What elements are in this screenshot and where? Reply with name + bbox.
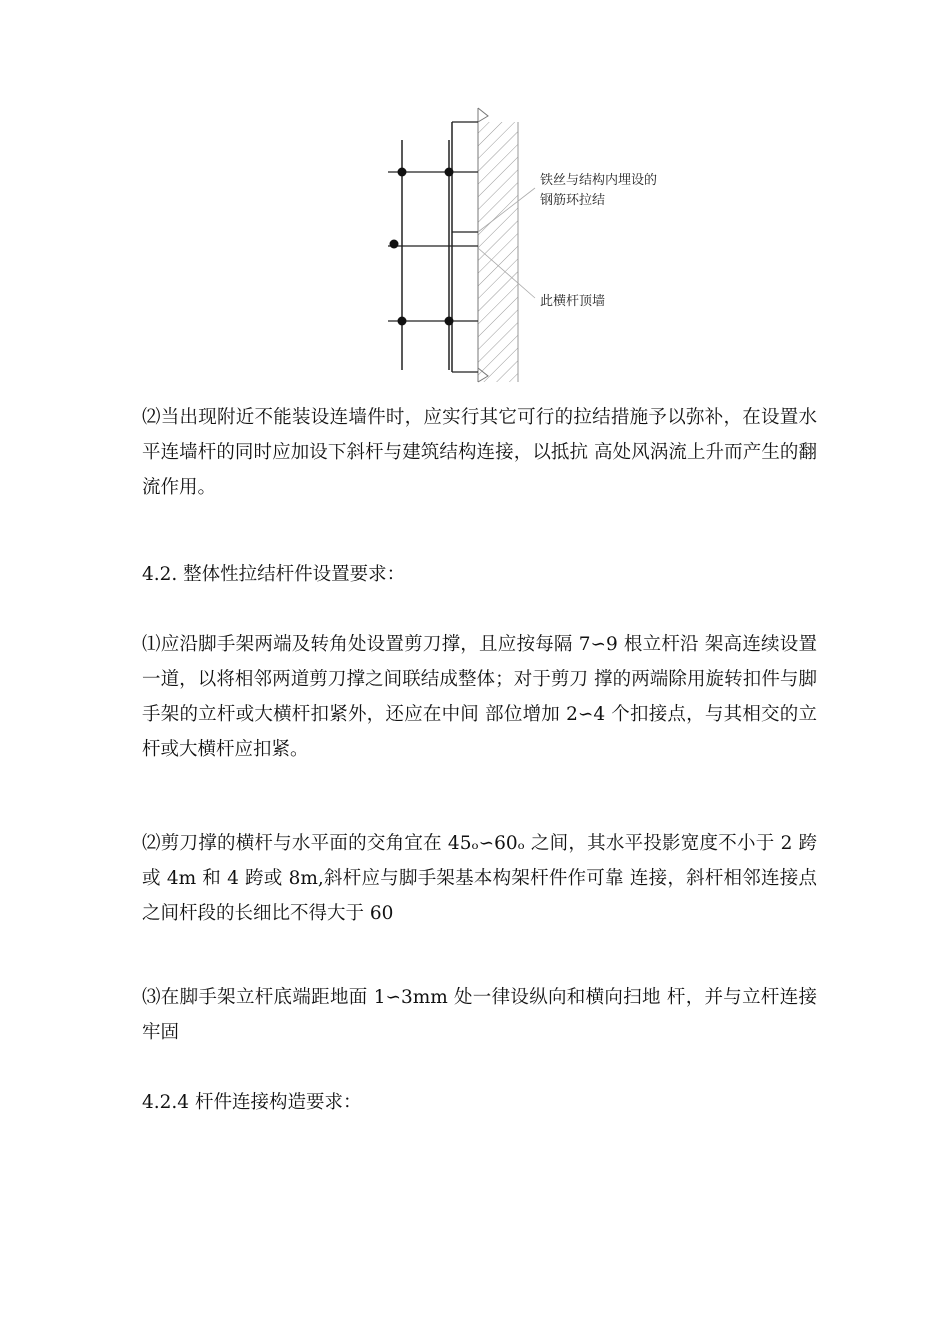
label-wire-tie [540,171,657,211]
label-wire-line1: 铁丝与结构内埋设的 [540,173,658,188]
label-bar-against-wall: 此横杆顶墙 [540,294,606,309]
wall-break-top [478,108,488,122]
heading-4-2: 4.2. 整体性拉结杆件设置要求： [142,564,406,585]
wall-section [478,122,518,382]
coupler-dot [398,317,407,326]
label-wire-line2: 钢筋环拉结 [540,193,606,208]
coupler-dot [398,168,407,177]
wall-tie-diagram [0,0,950,400]
paragraph-3-sweep-bar: ⑶在脚手架立杆底端距地面 1∽3mm 处一律设纵向和横向扫地 杆，并与立杆连接牢固 [142,987,817,1043]
coupler-dot [445,317,454,326]
paragraph-2-brace-angle: ⑵剪刀撑的横杆与水平面的交角宜在 45ₒ∽60ₒ 之间，其水平投影宽度不小于 2 跨或 4m 和 4 跨或 8m,斜杆应与脚手架基本构架杆件作可靠 连接，斜杆相邻连接点之间杆段的长细比不得大于 60 [142,833,817,924]
coupler-dot [390,240,399,249]
paragraph-2-alt-ties: ⑵当出现附近不能装设连墙件时，应实行其它可行的拉结措施予以弥补，在设置水平连墙杆的同时应加设下斜杆与建筑结构连接，以抵抗 高处风涡流上升而产生的翻流作用。 [142,407,817,498]
paragraph-1-scissor-brace: ⑴应沿脚手架两端及转角处设置剪刀撑，且应按每隔 7∽9 根立杆沿 架高连续设置一道，以将相邻两道剪刀撑之间联结成整体；对于剪刀 撑的两端除用旋转扣件与脚手架的立杆或大横杆扣紧外，还应在中间 部位增加 2∽4 个扣接点，与其相交的立杆或大横杆应扣紧。 [142,634,817,760]
heading-4-2-4: 4.2.4 杆件连接构造要求： [142,1092,362,1113]
coupler-dot [445,168,454,177]
